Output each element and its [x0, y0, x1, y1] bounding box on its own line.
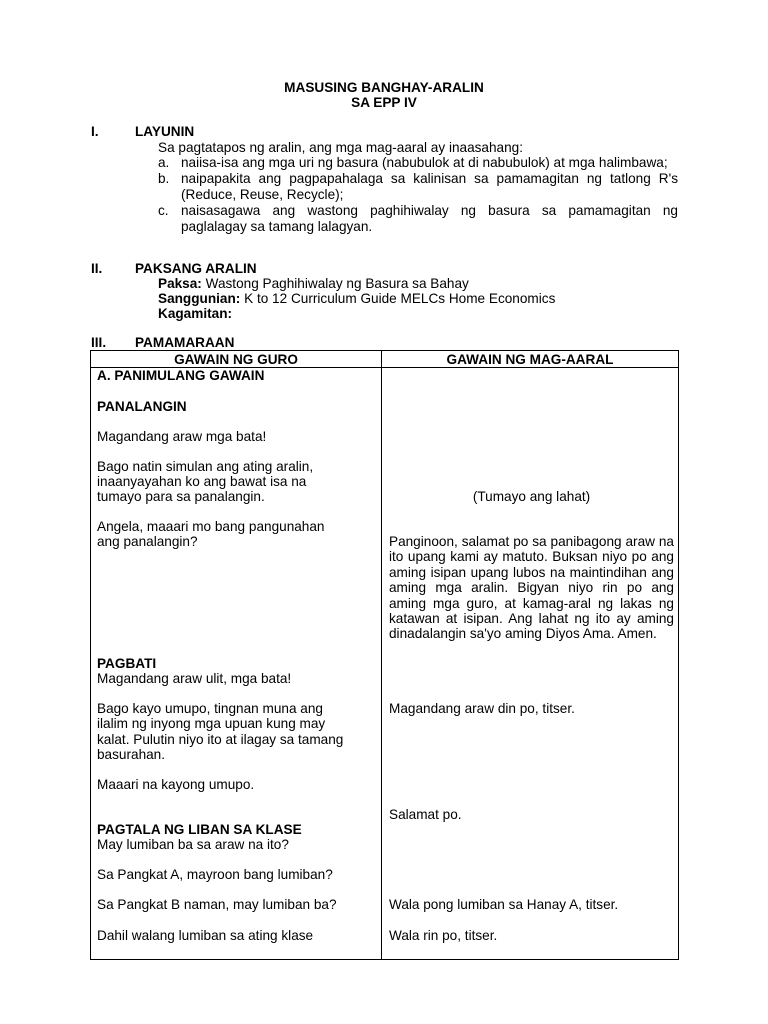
paksa-line: [158, 276, 469, 291]
student-column-header: GAWAIN NG MAG-AARAL: [382, 351, 679, 368]
teacher-angela-2: ang panalangin?: [97, 534, 198, 549]
part-a-heading: A. PANIMULANG GAWAIN: [97, 368, 265, 383]
objective-letter: b.: [158, 171, 170, 187]
section-3-heading: PAMAMARAAN: [135, 335, 235, 350]
panalangin-heading: PANALANGIN: [97, 399, 187, 414]
pagbati-heading: PAGBATI: [97, 656, 157, 671]
section-1-heading: LAYUNIN: [135, 124, 195, 139]
section-3-numeral: III.: [91, 335, 107, 350]
objective-letter: c.: [158, 203, 169, 219]
kagamitan-label: Kagamitan:: [158, 306, 233, 321]
teacher-check-trash-2: ilalim ng inyong mga upuan kung may: [97, 716, 326, 731]
document-title: MASUSING BANGHAY-ARALIN: [284, 80, 484, 95]
teacher-prayer-invite-3: tumayo para sa panalangin.: [97, 489, 265, 504]
objectives-list: [158, 155, 678, 234]
teacher-absent-question: May lumiban ba sa araw na ito?: [97, 837, 289, 852]
attendance-heading: PAGTALA NG LIBAN SA KLASE: [97, 822, 302, 837]
objective-item: [158, 171, 678, 202]
student-none-either: Wala rin po, titser.: [389, 928, 498, 943]
section-1-numeral: I.: [91, 124, 99, 139]
teacher-angela-1: Angela, maaari mo bang pangunahan: [97, 519, 325, 534]
sanggunian-value: K to 12 Curriculum Guide MELCs Home Economics: [240, 291, 556, 306]
student-greeting-reply: Magandang araw din po, titser.: [389, 701, 575, 716]
paksa-label: Paksa:: [158, 276, 202, 291]
teacher-greeting-2: Magandang araw ulit, mga bata!: [97, 671, 292, 686]
teacher-greeting: Magandang araw mga bata!: [97, 429, 267, 444]
teacher-check-trash-1: Bago kayo umupo, tingnan muna ang: [97, 701, 323, 716]
objectives-intro: Sa pagtatapos ng aralin, ang mga mag-aaral ay inaasahang:: [158, 140, 524, 155]
teacher-check-trash-4: basurahan.: [97, 747, 166, 762]
teacher-sit-now: Maaari na kayong umupo.: [97, 777, 255, 792]
objective-text: naisasagawa ang wastong paghihiwalay ng basura sa pamamagitan ng paglalagay sa tamang lalagyan.: [181, 203, 678, 234]
teacher-prayer-invite-2: inaanyayahan ko ang bawat isa na: [97, 474, 307, 489]
teacher-column-header: GAWAIN NG GURO: [91, 351, 382, 368]
student-thanks: Salamat po.: [389, 807, 462, 822]
procedure-table: [90, 350, 679, 960]
sanggunian-line: [158, 291, 555, 306]
sanggunian-label: Sanggunian:: [158, 291, 241, 306]
objective-text: naipapakita ang pagpapahalaga sa kalinisan sa pamamagitan ng tatlong R's (Reduce, Reuse, Recycle);: [181, 171, 678, 202]
objective-item: [158, 203, 678, 234]
objective-text: naiisa-isa ang mga uri ng basura (nabubulok at di nabubulok) at mga halimbawa;: [181, 155, 668, 170]
teacher-group-a-question: Sa Pangkat A, mayroon bang lumiban?: [97, 867, 333, 882]
student-stand: (Tumayo ang lahat): [472, 489, 591, 504]
objective-letter: a.: [158, 155, 170, 170]
teacher-activities-cell: [91, 368, 382, 960]
teacher-check-trash-3: kalat. Pulutin niyo ito at ilagay sa tamang: [97, 732, 344, 747]
teacher-no-absent: Dahil walang lumiban sa ating klase: [97, 928, 314, 943]
teacher-group-b-question: Sa Pangkat B naman, may lumiban ba?: [97, 897, 337, 912]
section-2-numeral: II.: [91, 261, 103, 276]
document-subtitle: SA EPP IV: [351, 95, 417, 110]
objective-item: [158, 155, 678, 170]
student-prayer: Panginoon, salamat po sa panibagong araw na ito upang kami ay matuto. Buksan niyo po ang aming isipan upang lubos na maintindihan ang aming mga aralin. Bigyan niyo rin po ang aming mga guro, at kamag-aral ng lakas ng katawan at isipan. Ang lahat ng ito ay aming dinadalangin sa'yo aming Diyos Ama. Amen.: [389, 534, 674, 642]
section-2-heading: PAKSANG ARALIN: [135, 261, 257, 276]
paksa-value: Wastong Paghihiwalay ng Basura sa Bahay: [201, 276, 469, 291]
teacher-prayer-invite-1: Bago natin simulan ang ating aralin,: [97, 459, 314, 474]
student-hanay-a-reply: Wala pong lumiban sa Hanay A, titser.: [389, 897, 619, 912]
student-activities-cell: [382, 368, 679, 960]
